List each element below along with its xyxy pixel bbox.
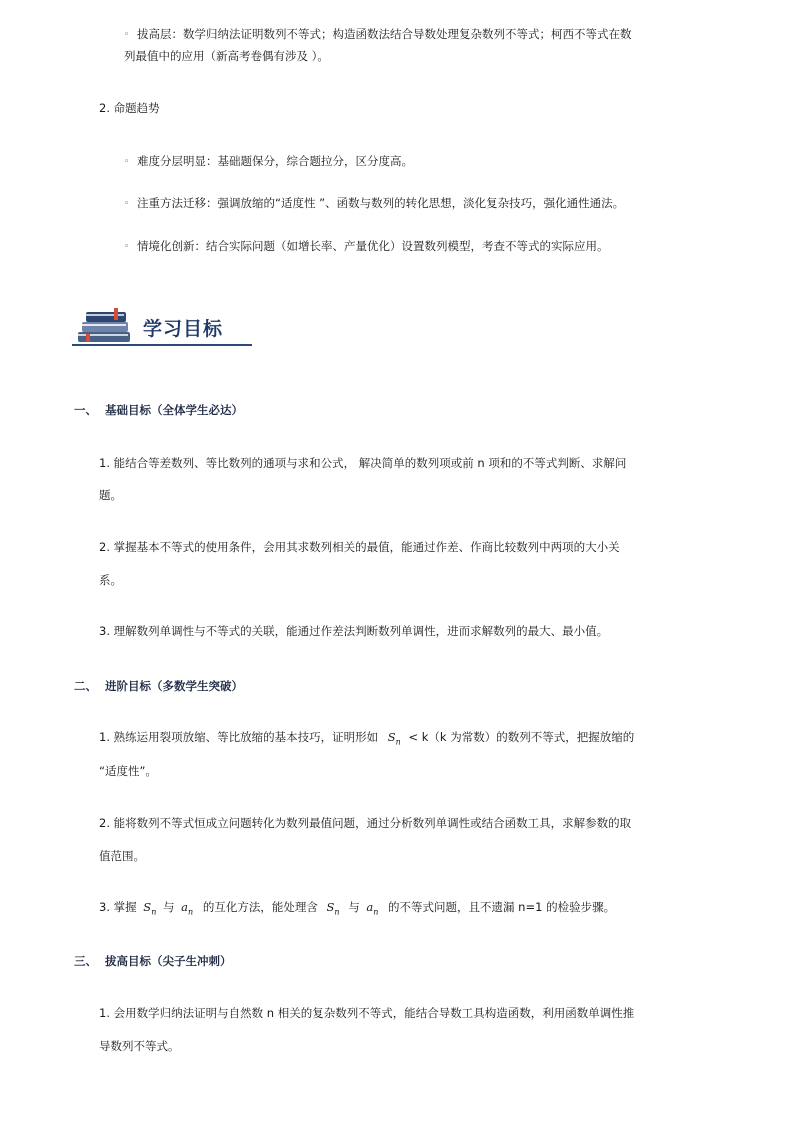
paragraph-line [99, 729, 634, 750]
math-s-n: $S_n$ [326, 900, 340, 917]
paragraph-line: 值范围。 [99, 849, 145, 863]
paragraph-line: 3. 理解数列单调性与不等式的关联，能通过作差法判断数列单调性，进而求解数列的最大、最小值。 [99, 624, 609, 638]
bullet-dot: ◦ [124, 242, 130, 252]
text-segment: 的不等式问题，且不遗漏 n=1 的检验步骤。 [388, 900, 616, 914]
text-segment: 与 [163, 900, 175, 914]
bullet-dot: ◦ [124, 199, 130, 209]
text-segment: < k（k 为常数）的数列不等式，把握放缩的 [408, 730, 635, 744]
math-a-n: $a_n$ [181, 900, 194, 917]
list-item: 难度分层明显：基础题保分，综合题拉分，区分度高。 [137, 154, 413, 168]
section-title: 拔高目标（尖子生冲刺） [105, 954, 232, 968]
bullet-dot: ◦ [124, 30, 130, 40]
text-segment: 3. 掌握 [99, 900, 137, 914]
subsection-heading: 2. 命题趋势 [99, 101, 160, 115]
section-title: 进阶目标（多数学生突破） [105, 679, 243, 693]
math-s-n: $S_n$ [143, 900, 157, 917]
text-segment: 1. 熟练运用裂项放缩、等比放缩的基本技巧，证明形如 [99, 730, 379, 744]
text-segment: 的互化方法，能处理含 [202, 900, 318, 914]
math-a-n: $a_n$ [366, 900, 379, 917]
books-icon [74, 306, 136, 346]
paragraph-line: 2. 能将数列不等式恒成立问题转化为数列最值问题，通过分析数列单调性或结合函数工具，求解参数的取 [99, 816, 632, 830]
paragraph-line [99, 899, 615, 920]
banner-underline [72, 344, 252, 346]
paragraph-line: 导数列不等式。 [99, 1039, 180, 1053]
section-number: 一、 [74, 403, 97, 417]
text-segment: 与 [348, 900, 360, 914]
banner-title: 学习目标 [143, 318, 224, 340]
paragraph-line: 系。 [99, 573, 122, 587]
math-s-n: $S_n$ [387, 730, 401, 747]
bullet-dot: ◦ [124, 157, 130, 167]
paragraph-line: “适度性”。 [99, 764, 157, 778]
list-item: 注重方法迁移：强调放缩的“适度性 ”、函数与数列的转化思想，淡化复杂技巧，强化通性通法。 [137, 196, 625, 210]
paragraph-line: 拔高层：数学归纳法证明数列不等式；构造函数法结合导数处理复杂数列不等式；柯西不等式在数 [137, 27, 632, 41]
paragraph-line: 列最值中的应用（新高考卷偶有涉及 ）。 [124, 49, 329, 63]
paragraph-line: 2. 掌握基本不等式的使用条件，会用其求数列相关的最值，能通过作差、作商比较数列中两项的大小关 [99, 540, 620, 554]
list-item: 情境化创新：结合实际问题（如增长率、产量优化）设置数列模型，考查不等式的实际应用。 [137, 239, 609, 253]
paragraph-line: 1. 会用数学归纳法证明与自然数 n 相关的复杂数列不等式，能结合导数工具构造函数，利用函数单调性推 [99, 1006, 635, 1020]
paragraph-line: 题。 [99, 488, 122, 502]
paragraph-line: 1. 能结合等差数列、等比数列的通项与求和公式， 解决简单的数列项或前 n 项和的不等式判断、求解问 [99, 456, 627, 470]
section-number: 三、 [74, 954, 97, 968]
section-number: 二、 [74, 679, 97, 693]
section-title: 基础目标（全体学生必达） [105, 403, 243, 417]
